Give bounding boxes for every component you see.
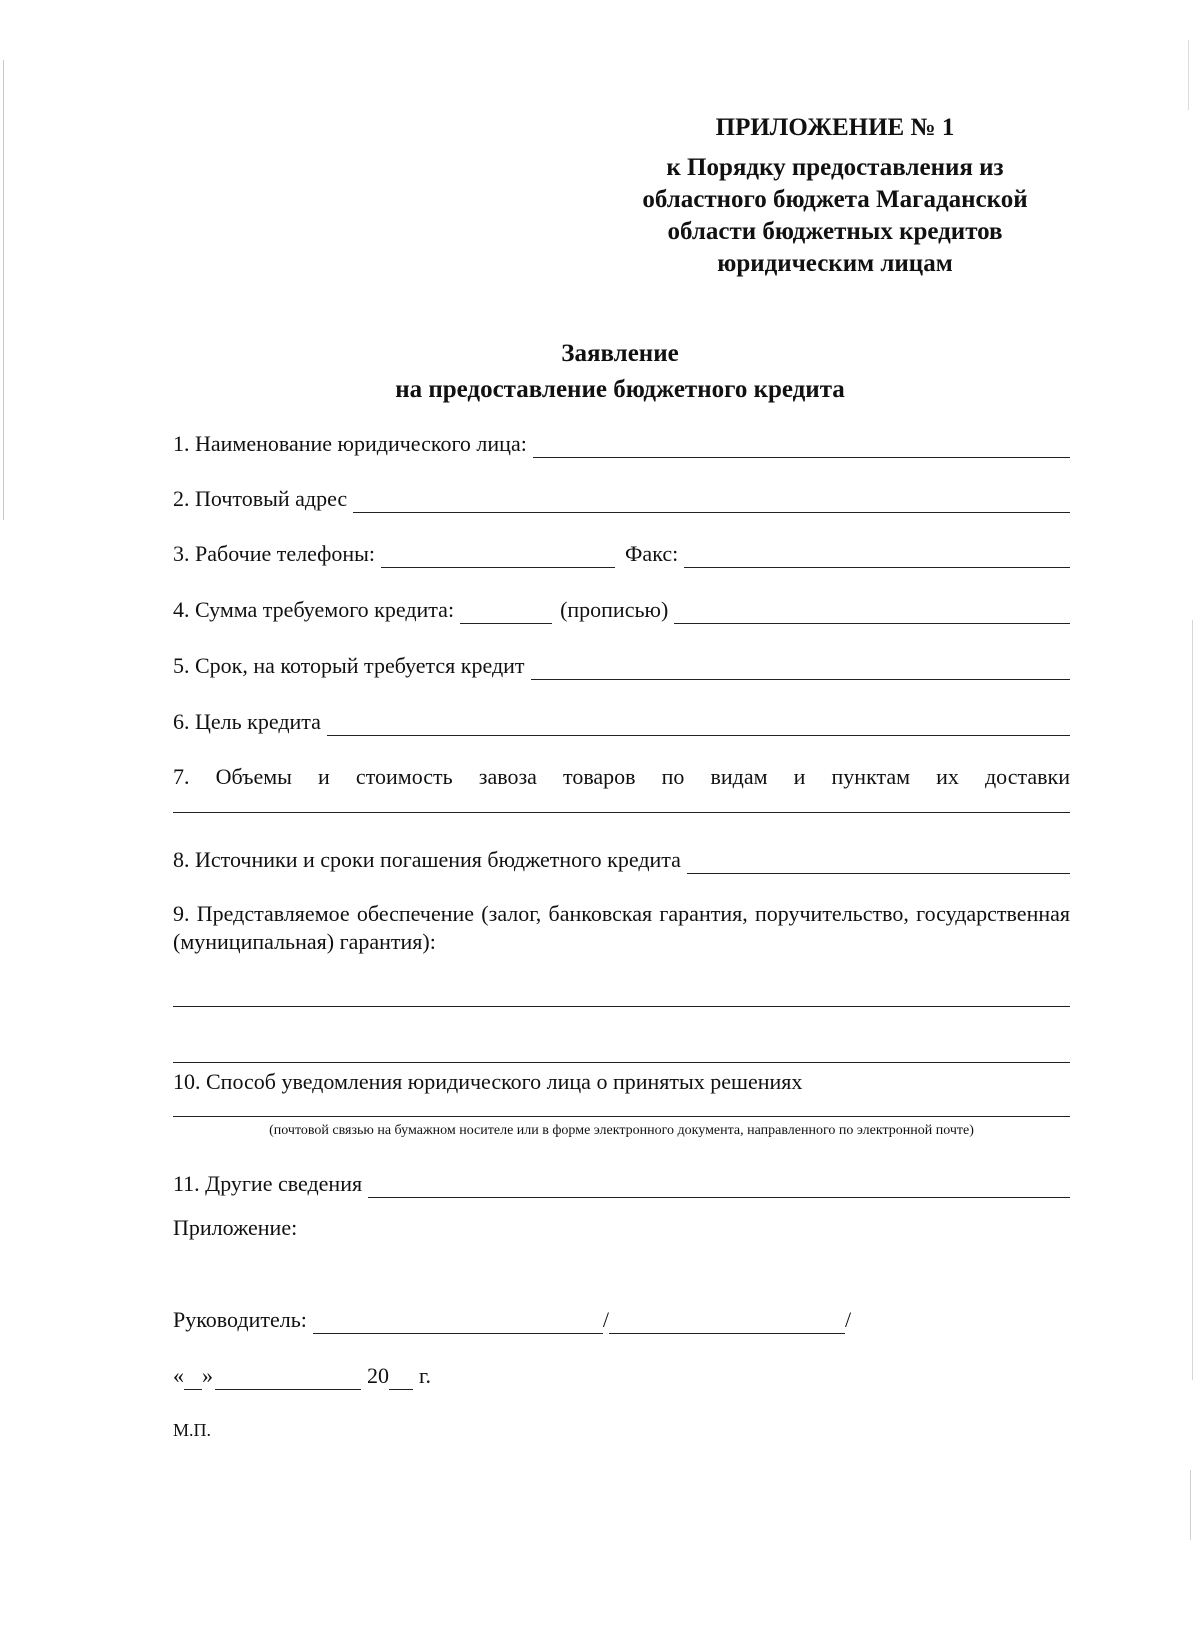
appendix-line: областного бюджета Магаданской <box>642 186 1028 213</box>
attachment-label: Приложение: <box>173 1215 298 1240</box>
field-label: 7. Объемы и стоимость завоза товаров по видам и пунктам их доставки <box>173 764 1070 789</box>
document-title <box>0 336 1200 408</box>
field-other-info <box>173 1170 1070 1198</box>
field-repayment-sources <box>173 846 1070 874</box>
notification-method-input-line[interactable] <box>173 1116 1070 1117</box>
credit-amount-input-line[interactable] <box>460 605 552 624</box>
notification-method-note: (почтовой связью на бумажном носителе или в форме электронного документа, направленного по электронной почте) <box>269 1123 974 1138</box>
field-label: 11. Другие сведения <box>173 1171 363 1196</box>
signature-name-input-line[interactable] <box>609 1315 845 1334</box>
signature-label: Руководитель: <box>173 1307 307 1332</box>
field-phones <box>173 540 1070 568</box>
postal-address-input-line[interactable] <box>353 494 1070 513</box>
appendix-number: ПРИЛОЖЕНИЕ № 1 <box>715 114 955 141</box>
field-label: 6. Цель кредита <box>173 709 321 734</box>
collateral-input-line-2[interactable] <box>173 1062 1070 1063</box>
date-year-prefix: 20 <box>367 1363 389 1388</box>
legal-name-input-line[interactable] <box>533 439 1070 458</box>
fax-input-line[interactable] <box>684 549 1070 568</box>
field-label: 10. Способ уведомления юридического лица о принятых решениях <box>173 1069 803 1094</box>
title-line-2: на предоставление бюджетного кредита <box>395 376 845 403</box>
signature-row <box>173 1306 851 1334</box>
field-notification-method <box>173 1068 802 1096</box>
signature-slash: / <box>845 1307 852 1332</box>
field-label: 9. Представляемое обеспечение (залог, банковская гарантия, поручительство, государственная (муниципальная) гарантия): <box>173 901 1070 954</box>
field-label: 4. Сумма требуемого кредита: <box>173 597 455 622</box>
goods-volume-input-line[interactable] <box>173 812 1070 813</box>
scan-edge-left <box>3 60 4 520</box>
scan-edge-right-lower <box>1190 1470 1191 1540</box>
signature-slash: / <box>602 1307 610 1332</box>
appendix-header <box>600 112 1070 280</box>
date-close-quote: » <box>202 1363 213 1388</box>
date-year-suffix: г. <box>419 1363 432 1388</box>
field-label: 3. Рабочие телефоны: <box>173 541 376 566</box>
date-row <box>173 1362 431 1390</box>
field-label: (прописью) <box>560 597 669 622</box>
date-month-input-line[interactable] <box>215 1371 361 1390</box>
field-label: 2. Почтовый адрес <box>173 486 348 511</box>
credit-amount-words-input-line[interactable] <box>674 605 1070 624</box>
scan-edge-right-upper <box>1188 40 1189 110</box>
stamp-place: М.П. <box>173 1420 212 1440</box>
field-goods-volume <box>173 763 1070 791</box>
field-credit-amount <box>173 596 1070 624</box>
appendix-line: области бюджетных кредитов <box>667 218 1003 245</box>
field-collateral <box>173 900 1070 956</box>
signature-input-line[interactable] <box>313 1315 603 1334</box>
date-open-quote: « <box>173 1363 184 1388</box>
field-postal-address <box>173 485 1070 513</box>
date-day-input-line[interactable] <box>184 1371 202 1390</box>
field-label: 5. Срок, на который требуется кредит <box>173 653 525 678</box>
date-year-input-line[interactable] <box>389 1371 413 1390</box>
title-line-1: Заявление <box>561 340 679 367</box>
field-credit-purpose <box>173 708 1070 736</box>
field-legal-name <box>173 430 1070 458</box>
credit-term-input-line[interactable] <box>531 661 1070 680</box>
field-label: 1. Наименование юридического лица: <box>173 431 527 456</box>
phones-input-line[interactable] <box>381 549 615 568</box>
scan-edge-right <box>1192 620 1193 1380</box>
credit-purpose-input-line[interactable] <box>327 717 1070 736</box>
field-label: Факс: <box>625 541 679 566</box>
repayment-sources-input-line[interactable] <box>687 855 1070 874</box>
appendix-line: юридическим лицам <box>717 250 953 277</box>
field-label: 8. Источники и сроки погашения бюджетного кредита <box>173 847 681 872</box>
appendix-line: к Порядку предоставления из <box>666 154 1004 181</box>
collateral-input-line-1[interactable] <box>173 1006 1070 1007</box>
field-credit-term <box>173 652 1070 680</box>
other-info-input-line[interactable] <box>368 1179 1070 1198</box>
